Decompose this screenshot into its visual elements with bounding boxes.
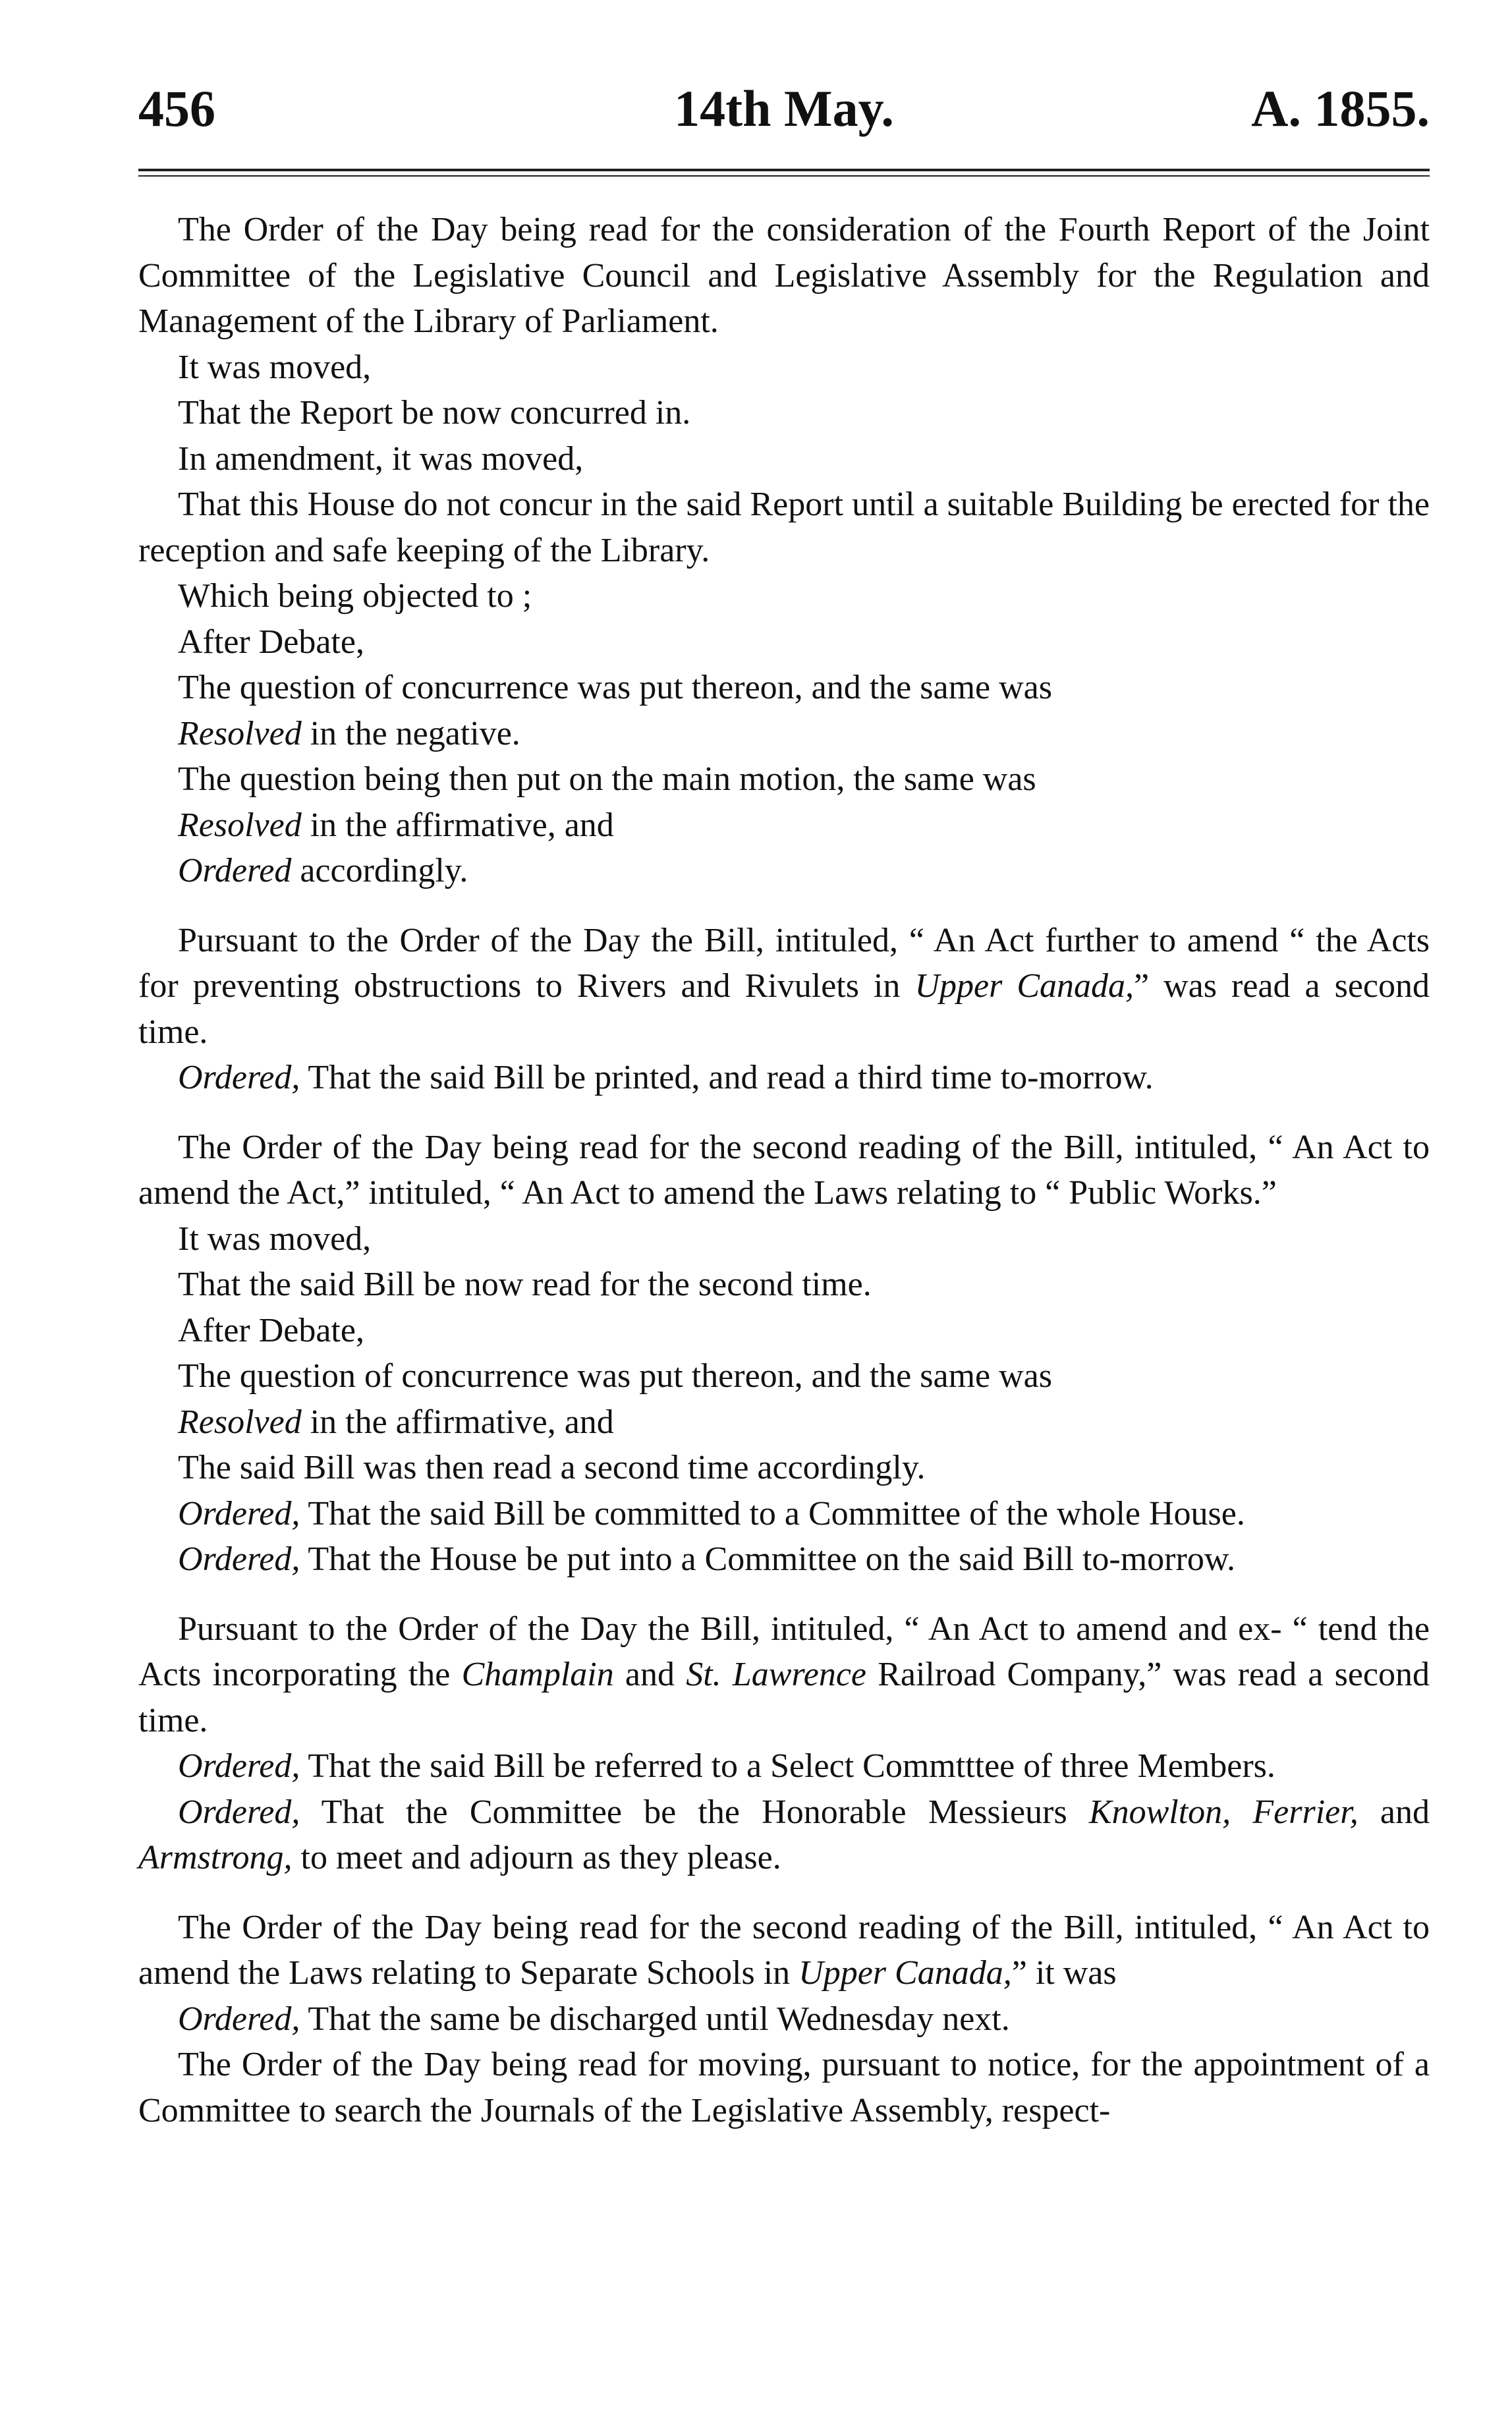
journal-paragraph bbox=[138, 1445, 1430, 1491]
paragraph-text: in the affirmative, and bbox=[301, 1403, 614, 1441]
journal-page bbox=[138, 72, 1430, 2133]
italic-text: Resolved bbox=[178, 1403, 302, 1441]
paragraph-text: That the said Bill be printed, and read a third time to-morrow. bbox=[300, 1059, 1154, 1096]
paragraph-text: After Debate, bbox=[178, 1311, 364, 1349]
paragraph-text: The Order of the Day being read for moving, pursuant to notice, for the appointment of a Committee to search the Journals of the Legislative Assembly, respect- bbox=[138, 2046, 1430, 2129]
journal-paragraph bbox=[138, 1308, 1430, 1354]
italic-text: Resolved bbox=[178, 806, 302, 844]
journal-paragraph bbox=[138, 390, 1430, 436]
page-date: 14th May. bbox=[674, 80, 894, 137]
italic-text: Resolved bbox=[178, 714, 302, 752]
journal-paragraph bbox=[138, 1216, 1430, 1262]
journal-paragraph bbox=[138, 1743, 1430, 1789]
paragraph-text: to meet and adjourn as they please. bbox=[292, 1839, 781, 1876]
page-year: A. 1855. bbox=[1251, 80, 1430, 137]
italic-text: Ordered, bbox=[178, 1747, 300, 1785]
journal-paragraph bbox=[138, 482, 1430, 573]
journal-paragraph bbox=[138, 345, 1430, 391]
paragraph-text: That the House be put into a Committee on the said Bill to-morrow. bbox=[300, 1540, 1235, 1578]
journal-paragraph bbox=[138, 1055, 1430, 1101]
paragraph-text: ” was read a second time. bbox=[138, 967, 1430, 1051]
journal-paragraph bbox=[138, 1125, 1430, 1216]
paragraph-text: That the Committee be the Honorable Messieurs bbox=[300, 1793, 1089, 1831]
paragraph-text: and bbox=[613, 1656, 686, 1693]
journal-paragraph bbox=[138, 848, 1430, 894]
paragraph-text: The question of concurrence was put thereon, and the same was bbox=[178, 1357, 1052, 1395]
journal-paragraph bbox=[138, 918, 1430, 1055]
paragraph-text: That the said Bill be committed to a Committee of the whole House. bbox=[300, 1494, 1245, 1532]
italic-text: Ordered bbox=[178, 852, 292, 889]
paragraph-text: In amendment, it was moved, bbox=[178, 439, 584, 478]
paragraph-text: The Order of the Day being read for the second reading of the Bill, intituled, “ An Act to amend the Laws relating to Separate Schools in bbox=[138, 1908, 1430, 1992]
journal-paragraph bbox=[138, 1789, 1430, 1881]
journal-paragraph bbox=[138, 1905, 1430, 1996]
paragraph-text: accordingly. bbox=[291, 852, 468, 889]
paragraph-text: The Order of the Day being read for the second reading of the Bill, intituled, “ An Act to amend the Act,” intituled, “ An Act to amend the Laws relating to “ Public Works.” bbox=[138, 1128, 1430, 1212]
journal-paragraph bbox=[138, 207, 1430, 345]
italic-text: Ordered, bbox=[178, 1059, 300, 1096]
paragraph-text: It was moved, bbox=[178, 1220, 372, 1258]
journal-paragraph bbox=[138, 1399, 1430, 1446]
journal-paragraph bbox=[138, 1262, 1430, 1308]
journal-paragraph bbox=[138, 1536, 1430, 1583]
paragraph-text: That the said Bill be now read for the second time. bbox=[178, 1266, 872, 1303]
paragraph-text: That the same be discharged until Wednesday next. bbox=[300, 2000, 1010, 2038]
journal-paragraph bbox=[138, 619, 1430, 665]
paragraph-text: The question being then put on the main motion, the same was bbox=[178, 760, 1036, 798]
italic-text: Upper Canada, bbox=[798, 1954, 1012, 1992]
paragraph-text: Pursuant to the Order of the Day the Bill, intituled, “ An Act to amend and ex- “ tend the Acts incorporating the bbox=[138, 1610, 1430, 1693]
italic-text: Armstrong, bbox=[138, 1839, 293, 1876]
journal-paragraph bbox=[138, 1491, 1430, 1537]
italic-text: St. Lawrence bbox=[686, 1656, 866, 1693]
journal-paragraph bbox=[138, 573, 1430, 619]
paragraph-text: That the said Bill be referred to a Select Commtttee of three Members. bbox=[300, 1747, 1275, 1785]
page-header bbox=[138, 72, 1430, 145]
journal-paragraph bbox=[138, 1353, 1430, 1399]
paragraph-text: Which being objected to ; bbox=[178, 577, 532, 615]
italic-text: Knowlton, Ferrier, bbox=[1088, 1793, 1358, 1831]
paragraph-text: and bbox=[1358, 1793, 1430, 1831]
paragraph-text: That this House do not concur in the said Report until a suitable Building be erected for the reception and safe keeping of the Library. bbox=[138, 486, 1430, 569]
journal-body bbox=[138, 207, 1430, 2133]
journal-paragraph bbox=[138, 1996, 1430, 2042]
journal-paragraph bbox=[138, 2042, 1430, 2133]
italic-text: Ordered, bbox=[178, 1540, 300, 1578]
italic-text: Ordered, bbox=[178, 1494, 300, 1532]
italic-text: Ordered, bbox=[178, 2000, 300, 2038]
paragraph-text: in the negative. bbox=[301, 714, 520, 752]
paragraph-text: ” it was bbox=[1011, 1954, 1117, 1992]
header-rule-thick bbox=[138, 169, 1430, 171]
paragraph-text: Railroad Company,” was read a second time. bbox=[138, 1656, 1430, 1739]
paragraph-text: The question of concurrence was put thereon, and the same was bbox=[178, 669, 1052, 706]
journal-paragraph bbox=[138, 802, 1430, 849]
paragraph-text: After Debate, bbox=[178, 623, 364, 661]
journal-paragraph bbox=[138, 436, 1430, 482]
paragraph-text: in the affirmative, and bbox=[301, 806, 614, 844]
italic-text: Champlain bbox=[461, 1656, 614, 1693]
paragraph-text: The Order of the Day being read for the consideration of the Fourth Report of the Joint Committee of the Legislative Council and Legislative Assembly for the Regulation and Management of the Library of Parliament. bbox=[138, 211, 1430, 340]
italic-text: Ordered, bbox=[178, 1793, 300, 1831]
paragraph-text: Pursuant to the Order of the Day the Bill, intituled, “ An Act further to amend “ the Acts for preventing obstructions to Rivers and Rivulets in bbox=[138, 921, 1430, 1005]
journal-paragraph bbox=[138, 665, 1430, 711]
italic-text: Upper Canada, bbox=[914, 967, 1134, 1005]
header-rule-thin bbox=[138, 175, 1430, 177]
paragraph-text: That the Report be now concurred in. bbox=[178, 394, 691, 432]
journal-paragraph bbox=[138, 1606, 1430, 1744]
journal-paragraph bbox=[138, 711, 1430, 757]
paragraph-text: The said Bill was then read a second time accordingly. bbox=[178, 1449, 926, 1486]
journal-paragraph bbox=[138, 756, 1430, 802]
paragraph-text: It was moved, bbox=[178, 348, 372, 386]
page-number: 456 bbox=[138, 80, 215, 137]
